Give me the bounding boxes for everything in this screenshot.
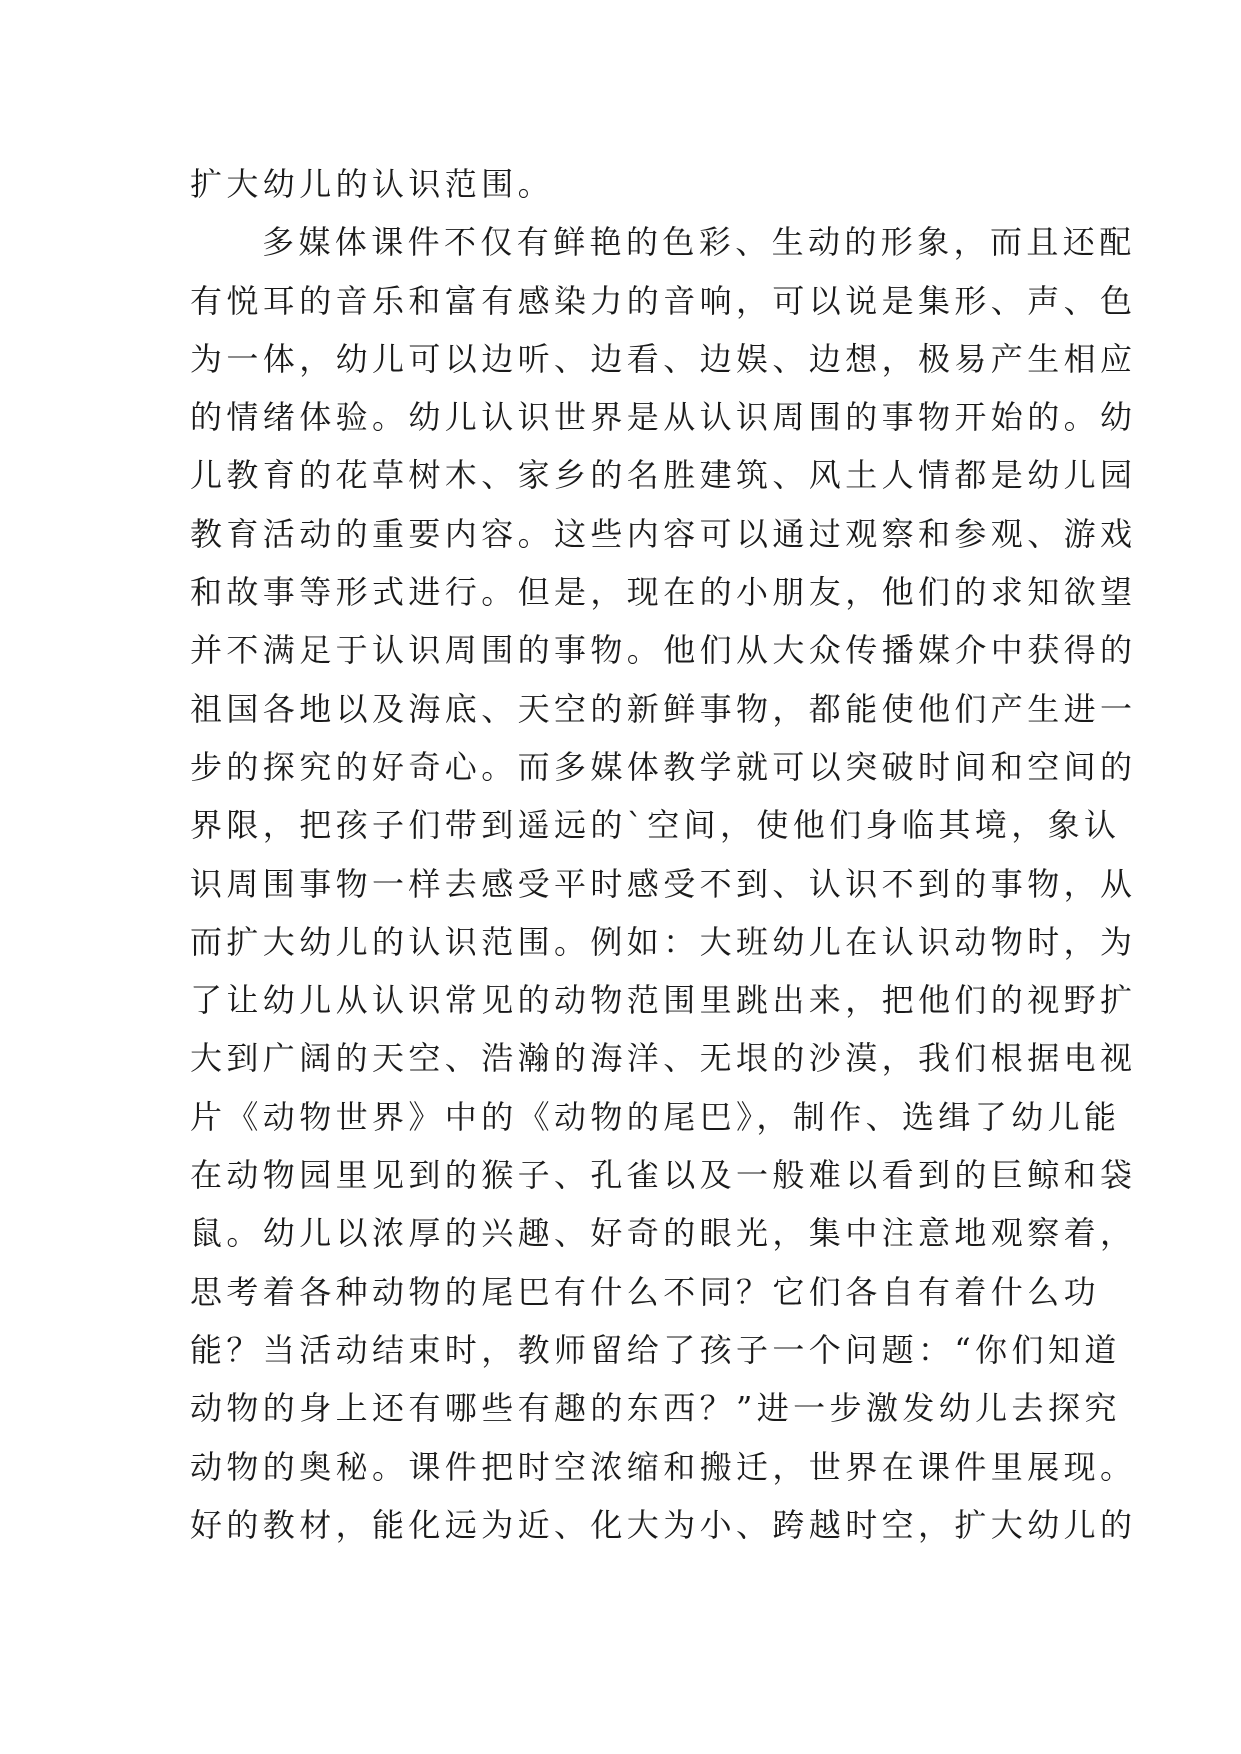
text-line: 思考着各种动物的尾巴有什么不同？它们各自有着什么功 xyxy=(190,1272,1101,1311)
text-line: 祖国各地以及海底、天空的新鲜事物，都能使他们产生进一 xyxy=(190,689,1137,728)
text-line: 鼠。幼儿以浓厚的兴趣、好奇的眼光，集中注意地观察着， xyxy=(190,1214,1137,1253)
text-line: 片《动物世界》中的《动物的尾巴》，制作、选缉了幼儿能 xyxy=(190,1097,1121,1136)
paragraph-first-line: 多媒体课件不仅有鲜艳的色彩、生动的形象，而且还配 xyxy=(262,223,1136,262)
text-line: 大到广阔的天空、浩瀚的海洋、无垠的沙漠，我们根据电视 xyxy=(190,1039,1137,1078)
text-line: 扩大幼儿的认识范围。 xyxy=(190,165,555,203)
text-line: 为一体，幼儿可以边听、边看、边娱、边想，极易产生相应 xyxy=(190,339,1137,378)
text-line: 并不满足于认识周围的事物。他们从大众传播媒介中获得的 xyxy=(190,631,1137,670)
text-line: 动物的奥秘。课件把时空浓缩和搬迁，世界在课件里展现。 xyxy=(190,1447,1137,1486)
text-line: 在动物园里见到的猴子、孔雀以及一般难以看到的巨鲸和袋 xyxy=(190,1156,1137,1195)
body-text xyxy=(190,155,1137,1554)
text-line: 教育活动的重要内容。这些内容可以通过观察和参观、游戏 xyxy=(190,514,1137,553)
text-line: 能？当活动结束时，教师留给了孩子一个问题：“你们知道 xyxy=(190,1330,1121,1369)
text-line: 的情绪体验。幼儿认识世界是从认识周围的事物开始的。幼 xyxy=(190,398,1137,437)
text-line: 有悦耳的音乐和富有感染力的音响，可以说是集形、声、色 xyxy=(190,281,1137,320)
text-line: 了让幼儿从认识常见的动物范围里跳出来，把他们的视野扩 xyxy=(190,981,1137,1020)
text-line: 和故事等形式进行。但是，现在的小朋友，他们的求知欲望 xyxy=(190,573,1137,612)
text-line: 步的探究的好奇心。而多媒体教学就可以突破时间和空间的 xyxy=(190,747,1137,786)
text-line: 好的教材，能化远为近、化大为小、跨越时空，扩大幼儿的 xyxy=(190,1505,1137,1544)
text-line: 识周围事物一样去感受平时感受不到、认识不到的事物，从 xyxy=(190,864,1137,903)
text-line: 界限，把孩子们带到遥远的`空间，使他们身临其境，象认 xyxy=(190,806,1121,845)
text-line: 动物的身上还有哪些有趣的东西？”进一步激发幼儿去探究 xyxy=(190,1389,1121,1428)
text-line: 儿教育的花草树木、家乡的名胜建筑、风土人情都是幼儿园 xyxy=(190,456,1137,495)
text-line: 而扩大幼儿的认识范围。例如：大班幼儿在认识动物时，为 xyxy=(190,922,1137,961)
